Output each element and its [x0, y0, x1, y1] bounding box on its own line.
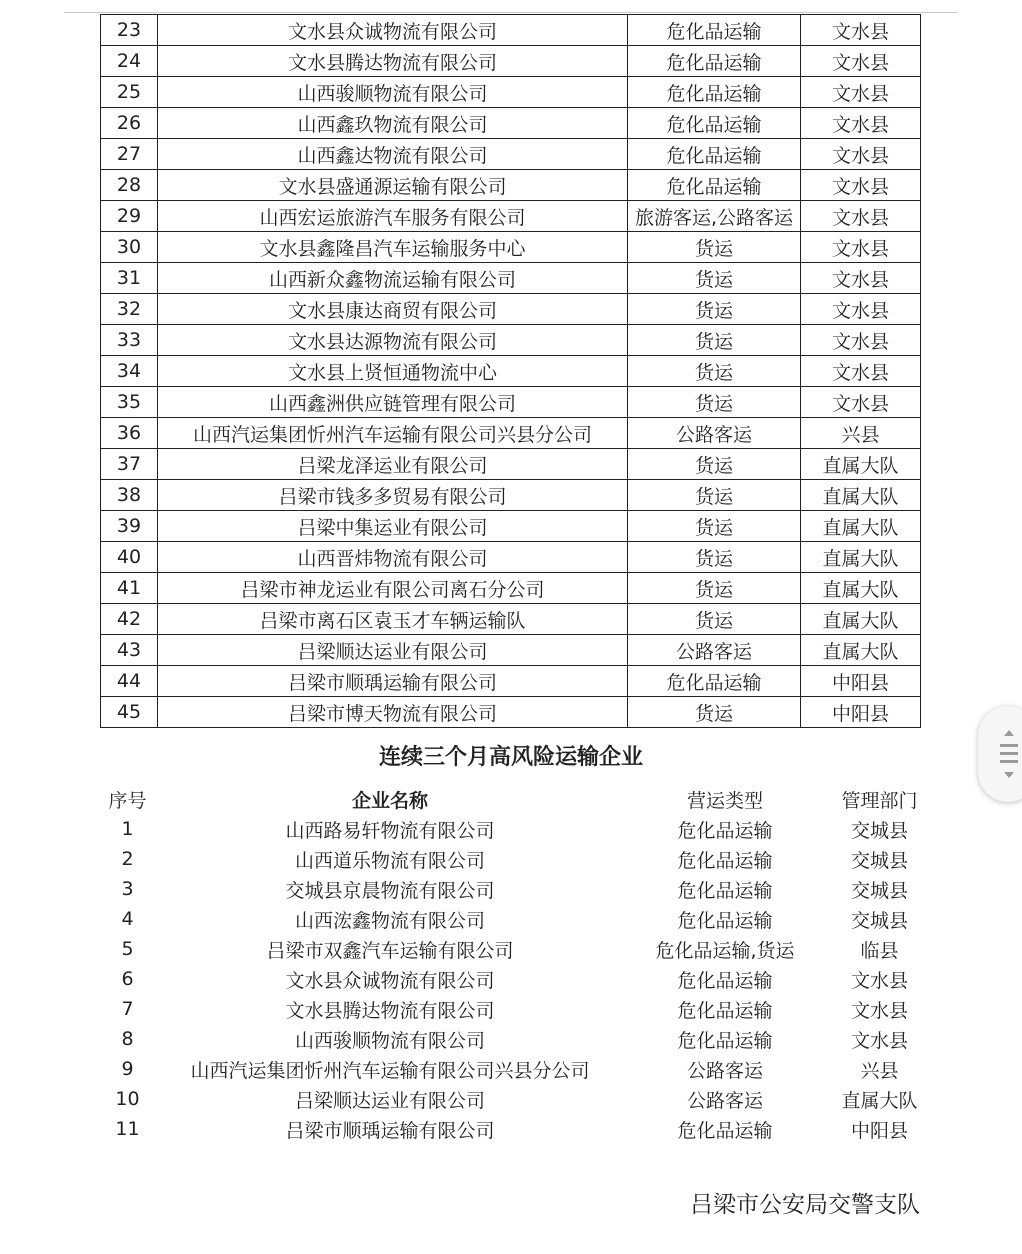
table-row [101, 511, 921, 542]
operation-type: 公路客运 [628, 418, 801, 449]
table-row [101, 418, 921, 449]
company-name: 文水县腾达物流有限公司 [285, 999, 495, 1022]
table-row [100, 994, 934, 1024]
operation-type: 公路客运 [686, 1059, 763, 1082]
table-row [101, 46, 921, 77]
table-row [101, 170, 921, 201]
operation-type: 货运 [628, 356, 801, 387]
operation-type: 货运 [628, 232, 801, 263]
management-dept: 直属大队 [841, 1089, 918, 1112]
row-number: 41 [101, 573, 158, 604]
management-dept: 文水县 [801, 294, 921, 325]
operation-type: 货运 [628, 294, 801, 325]
row-number: 40 [101, 542, 158, 573]
management-dept: 文水县 [801, 46, 921, 77]
company-name: 吕梁市顺瑀运输有限公司 [158, 666, 628, 697]
company-name: 山西汽运集团忻州汽车运输有限公司兴县分公司 [190, 1059, 590, 1082]
operation-type: 货运 [628, 511, 801, 542]
company-name: 文水县康达商贸有限公司 [158, 294, 628, 325]
table-row [100, 814, 934, 844]
table-row [101, 635, 921, 666]
operation-type: 危化品运输 [628, 77, 801, 108]
table-row [100, 1024, 934, 1054]
table-row [101, 604, 921, 635]
row-number: 31 [101, 263, 158, 294]
row-number: 28 [101, 170, 158, 201]
table-row [101, 15, 921, 46]
table-row [101, 480, 921, 511]
company-name: 山西骏顺物流有限公司 [294, 1029, 485, 1052]
row-number: 42 [101, 604, 158, 635]
operation-type: 危化品运输 [677, 819, 773, 842]
management-dept: 交城县 [850, 909, 908, 932]
table-row [100, 1054, 934, 1084]
management-dept: 文水县 [801, 356, 921, 387]
row-number: 32 [101, 294, 158, 325]
table-row [101, 356, 921, 387]
operation-type: 货运 [628, 387, 801, 418]
company-name: 吕梁龙泽运业有限公司 [158, 449, 628, 480]
operation-type: 货运 [628, 542, 801, 573]
row-number: 29 [101, 201, 158, 232]
company-name: 文水县腾达物流有限公司 [158, 46, 628, 77]
header-no: 序号 [108, 789, 147, 812]
management-dept: 直属大队 [801, 573, 921, 604]
management-dept: 文水县 [801, 263, 921, 294]
row-number: 2 [121, 848, 134, 870]
row-number: 25 [101, 77, 158, 108]
table-row [101, 139, 921, 170]
company-name: 文水县盛通源运输有限公司 [158, 170, 628, 201]
company-name: 吕梁市双鑫汽车运输有限公司 [266, 939, 514, 962]
header-dept: 管理部门 [841, 789, 918, 812]
management-dept: 交城县 [850, 879, 908, 902]
management-dept: 文水县 [850, 999, 908, 1022]
row-number: 24 [101, 46, 158, 77]
operation-type: 公路客运 [628, 635, 801, 666]
operation-type: 危化品运输 [628, 666, 801, 697]
management-dept: 直属大队 [801, 511, 921, 542]
company-name: 山西宏运旅游汽车服务有限公司 [158, 201, 628, 232]
row-number: 33 [101, 325, 158, 356]
row-number: 8 [121, 1028, 134, 1050]
scroll-handle[interactable] [978, 706, 1022, 802]
management-dept: 直属大队 [801, 542, 921, 573]
operation-type: 危化品运输 [677, 879, 773, 902]
company-name: 山西道乐物流有限公司 [294, 849, 485, 872]
row-number: 35 [101, 387, 158, 418]
company-name: 山西鑫达物流有限公司 [158, 139, 628, 170]
table-row [101, 542, 921, 573]
company-name: 山西路易轩物流有限公司 [285, 819, 495, 842]
management-dept: 文水县 [801, 139, 921, 170]
company-name: 吕梁顺达运业有限公司 [158, 635, 628, 666]
management-dept: 文水县 [801, 387, 921, 418]
row-number: 11 [115, 1118, 140, 1140]
table-row [100, 844, 934, 874]
company-name: 文水县达源物流有限公司 [158, 325, 628, 356]
management-dept: 文水县 [801, 15, 921, 46]
table-row [100, 1084, 934, 1114]
table-row [101, 325, 921, 356]
table-row [101, 263, 921, 294]
row-number: 3 [121, 878, 134, 900]
company-name: 文水县鑫隆昌汽车运输服务中心 [158, 232, 628, 263]
table-row [101, 697, 921, 728]
row-number: 4 [121, 908, 134, 930]
operation-type: 危化品运输 [677, 999, 773, 1022]
page-top-divider [64, 12, 958, 13]
company-name: 交城县京晨物流有限公司 [285, 879, 495, 902]
operation-type: 货运 [628, 480, 801, 511]
operation-type: 危化品运输 [677, 849, 773, 872]
row-number: 43 [101, 635, 158, 666]
operation-type: 货运 [628, 697, 801, 728]
company-name: 山西骏顺物流有限公司 [158, 77, 628, 108]
table-row [101, 666, 921, 697]
row-number: 7 [121, 998, 134, 1020]
company-name: 山西鑫玖物流有限公司 [158, 108, 628, 139]
table-row [101, 573, 921, 604]
company-name: 山西鑫洲供应链管理有限公司 [158, 387, 628, 418]
row-number: 23 [101, 15, 158, 46]
operation-type: 危化品运输 [677, 1119, 773, 1142]
management-dept: 文水县 [801, 108, 921, 139]
company-name: 山西晋炜物流有限公司 [158, 542, 628, 573]
company-name: 文水县上贤恒通物流中心 [158, 356, 628, 387]
operation-type: 危化品运输 [628, 108, 801, 139]
management-dept: 文水县 [801, 232, 921, 263]
table-row [101, 201, 921, 232]
table-row [100, 934, 934, 964]
company-name: 吕梁市钱多多贸易有限公司 [158, 480, 628, 511]
management-dept: 直属大队 [801, 480, 921, 511]
company-name: 山西汽运集团忻州汽车运输有限公司兴县分公司 [158, 418, 628, 449]
management-dept: 文水县 [850, 1029, 908, 1052]
row-number: 37 [101, 449, 158, 480]
operation-type: 危化品运输 [628, 170, 801, 201]
operation-type: 货运 [628, 604, 801, 635]
company-name: 吕梁市离石区袁玉才车辆运输队 [158, 604, 628, 635]
row-number: 1 [121, 818, 134, 840]
table-row [101, 387, 921, 418]
high-risk-enterprise-table [100, 784, 934, 1144]
management-dept: 文水县 [801, 77, 921, 108]
table-row [101, 108, 921, 139]
company-name: 山西新众鑫物流运输有限公司 [158, 263, 628, 294]
row-number: 10 [115, 1088, 140, 1110]
operation-type: 危化品运输 [628, 139, 801, 170]
row-number: 34 [101, 356, 158, 387]
management-dept: 文水县 [801, 201, 921, 232]
operation-type: 危化品运输 [677, 1029, 773, 1052]
management-dept: 文水县 [801, 325, 921, 356]
operation-type: 货运 [628, 573, 801, 604]
row-number: 26 [101, 108, 158, 139]
row-number: 44 [101, 666, 158, 697]
operation-type: 货运 [628, 449, 801, 480]
row-number: 38 [101, 480, 158, 511]
management-dept: 中阳县 [801, 666, 921, 697]
management-dept: 文水县 [801, 170, 921, 201]
table-row [101, 449, 921, 480]
management-dept: 直属大队 [801, 635, 921, 666]
company-name: 文水县众诚物流有限公司 [285, 969, 495, 992]
table-row [100, 1114, 934, 1144]
management-dept: 文水县 [850, 969, 908, 992]
company-name: 文水县众诚物流有限公司 [158, 15, 628, 46]
management-dept: 交城县 [850, 849, 908, 872]
row-number: 36 [101, 418, 158, 449]
management-dept: 交城县 [850, 819, 908, 842]
table-row [100, 904, 934, 934]
company-name: 吕梁中集运业有限公司 [158, 511, 628, 542]
operation-type: 旅游客运,公路客运 [628, 201, 801, 232]
signature-issuer: 吕梁市公安局交警支队 [690, 1192, 920, 1218]
table-header-row [100, 784, 934, 814]
operation-type: 危化品运输 [628, 15, 801, 46]
company-name: 吕梁市顺瑀运输有限公司 [285, 1119, 495, 1142]
company-name: 吕梁市博天物流有限公司 [158, 697, 628, 728]
table-row [101, 294, 921, 325]
management-dept: 兴县 [860, 1059, 899, 1082]
management-dept: 兴县 [801, 418, 921, 449]
header-type: 营运类型 [686, 789, 763, 812]
scroll-lines-icon [996, 728, 1022, 782]
header-name: 企业名称 [351, 789, 428, 812]
company-name: 山西浤鑫物流有限公司 [294, 909, 485, 932]
section-title: 连续三个月高风险运输企业 [378, 745, 643, 770]
management-dept: 直属大队 [801, 604, 921, 635]
row-number: 9 [121, 1058, 134, 1080]
table-row [101, 77, 921, 108]
operation-type: 公路客运 [686, 1089, 763, 1112]
row-number: 39 [101, 511, 158, 542]
table-row [100, 874, 934, 904]
management-dept: 中阳县 [801, 697, 921, 728]
operation-type: 危化品运输 [677, 909, 773, 932]
row-number: 6 [121, 968, 134, 990]
company-name: 吕梁顺达运业有限公司 [294, 1089, 485, 1112]
row-number: 45 [101, 697, 158, 728]
operation-type: 危化品运输,货运 [655, 939, 795, 962]
operation-type: 货运 [628, 325, 801, 356]
management-dept: 中阳县 [850, 1119, 908, 1142]
table-row [100, 964, 934, 994]
row-number: 5 [121, 938, 134, 960]
management-dept: 临县 [860, 939, 899, 962]
company-name: 吕梁市神龙运业有限公司离石分公司 [158, 573, 628, 604]
operation-type: 危化品运输 [628, 46, 801, 77]
operation-type: 货运 [628, 263, 801, 294]
table-row [101, 232, 921, 263]
row-number: 30 [101, 232, 158, 263]
management-dept: 直属大队 [801, 449, 921, 480]
row-number: 27 [101, 139, 158, 170]
operation-type: 危化品运输 [677, 969, 773, 992]
enterprise-table-continued [100, 14, 921, 728]
